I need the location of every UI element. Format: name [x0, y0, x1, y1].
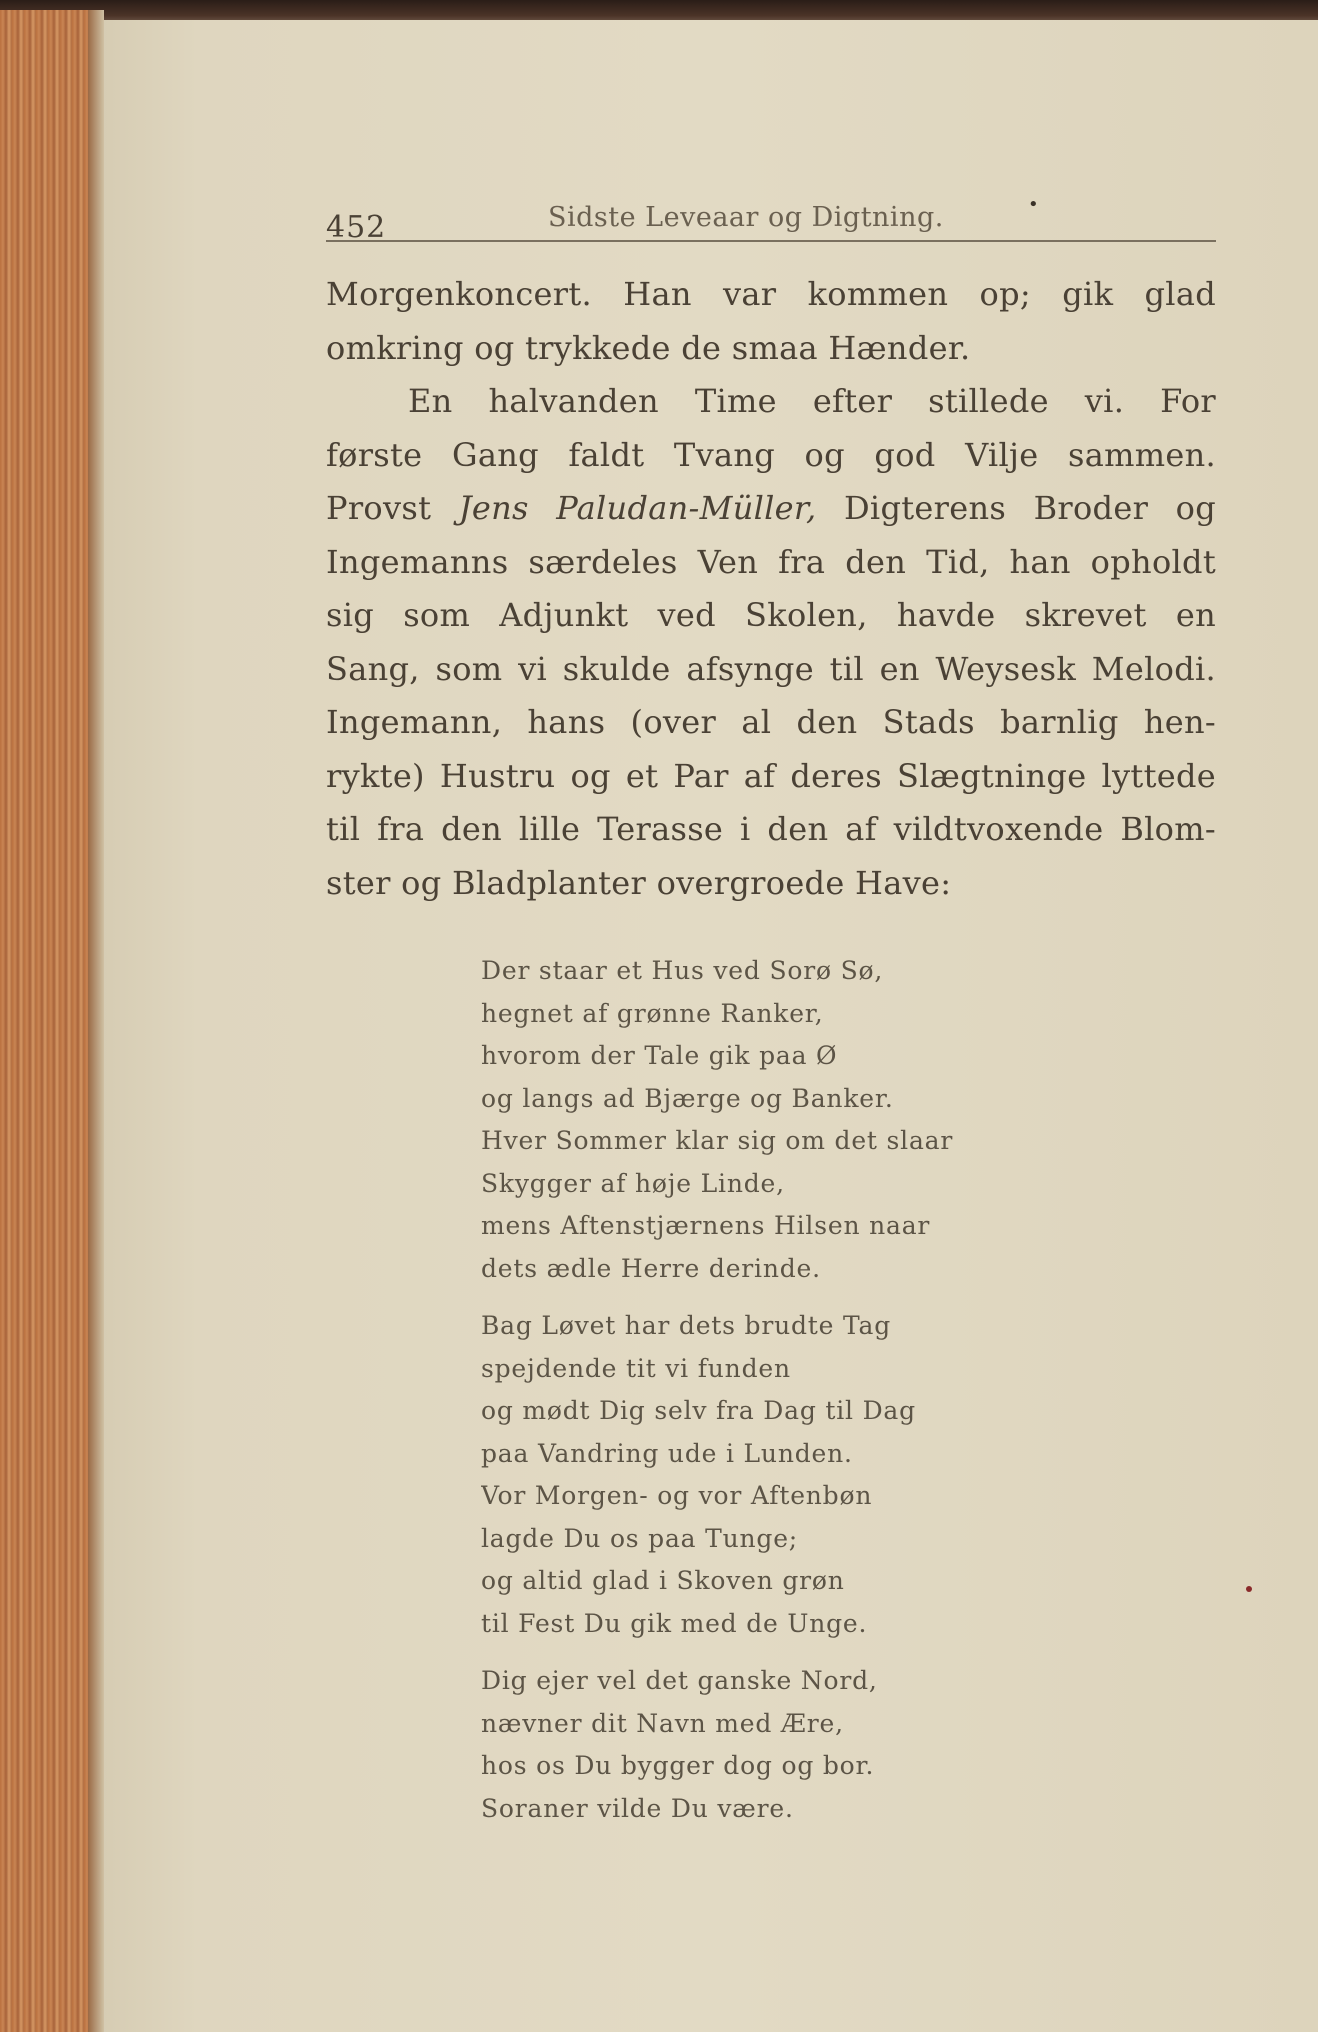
verse-line: og langs ad Bjærge og Banker.: [481, 1083, 894, 1113]
text-line: En halvanden Time efter stillede vi. For: [408, 382, 1216, 420]
text-line: rykte) Hustru og et Par af deres Slægtninge lyttede: [326, 756, 1216, 795]
verse-line: hvorom der Tale gik paa Ø: [481, 1041, 838, 1070]
verse-line: nævner dit Navn med Ære,: [481, 1708, 844, 1738]
text-line: ster og Bladplanter overgroede Have:: [326, 863, 952, 902]
verse-line: Bag Løvet har dets brudte Tag: [481, 1311, 892, 1340]
text-fragment: Provst: [326, 489, 432, 527]
text-line: Sang, som vi skulde afsynge til en Weysesk Melodi.: [326, 649, 1216, 688]
text-line: Morgenkoncert. Han var kommen op; gik glad: [326, 275, 1216, 313]
page-sheet: [100, 20, 1318, 2032]
verse-line: til Fest Du gik med de Unge.: [481, 1608, 868, 1638]
book-page-edges: [0, 10, 100, 2032]
text-line: første Gang faldt Tvang og god Vilje sammen.: [326, 435, 1216, 474]
body-text: [326, 268, 1216, 910]
text-line-with-name: [326, 482, 1216, 536]
page-content: [326, 170, 1316, 1845]
verse-line: og mødt Dig selv fra Dag til Dag: [481, 1396, 916, 1425]
verse-line: Dig ejer vel det ganske Nord,: [481, 1666, 878, 1695]
text-line: Ingemann, hans (over al den Stads barnlig hen-: [326, 703, 1216, 741]
text-line: sig som Adjunkt ved Skolen, havde skrevet en: [326, 596, 1216, 634]
verse-line: hegnet af grønne Ranker,: [481, 998, 824, 1028]
verse-line: spejdende tit vi funden: [481, 1353, 791, 1383]
text-line: til fra den lille Terasse i den af vildtvoxende Blom-: [326, 810, 1216, 848]
verse-line: dets ædle Herre derinde.: [481, 1253, 821, 1283]
poem-stanza: [481, 1660, 1316, 1830]
verse-line: Vor Morgen- og vor Aftenbøn: [481, 1481, 873, 1510]
verse-line: lagde Du os paa Tunge;: [481, 1523, 799, 1553]
poem: [481, 950, 1316, 1830]
verse-line: paa Vandring ude i Lunden.: [481, 1438, 853, 1468]
poem-stanza: [481, 950, 1316, 1290]
verse-line: Der staar et Hus ved Sorø Sø,: [481, 956, 884, 985]
text-line: Ingemanns særdeles Ven fra den Tid, han opholdt: [326, 542, 1216, 581]
verse-line: hos os Du bygger dog og bor.: [481, 1751, 875, 1780]
verse-line: og altid glad i Skoven grøn: [481, 1566, 845, 1595]
verse-line: mens Aftenstjærnens Hilsen naar: [481, 1211, 931, 1240]
printer-mark: •: [1028, 194, 1039, 215]
running-head: [326, 170, 1216, 245]
text-line: omkring og trykkede de smaa Hænder.: [326, 328, 971, 367]
verse-line: Skygger af høje Linde,: [481, 1168, 785, 1198]
page-number: 452: [326, 210, 387, 245]
poem-stanza: [481, 1305, 1316, 1645]
text-fragment: Digterens Broder og: [843, 489, 1216, 527]
italic-person-name: Jens Paludan-Müller,: [458, 489, 817, 527]
running-title: Sidste Leveaar og Digtning.: [548, 202, 944, 233]
verse-line: Hver Sommer klar sig om det slaar: [481, 1126, 954, 1155]
verse-line: Soraner vilde Du være.: [481, 1793, 794, 1823]
gutter-shadow: [88, 10, 104, 2032]
